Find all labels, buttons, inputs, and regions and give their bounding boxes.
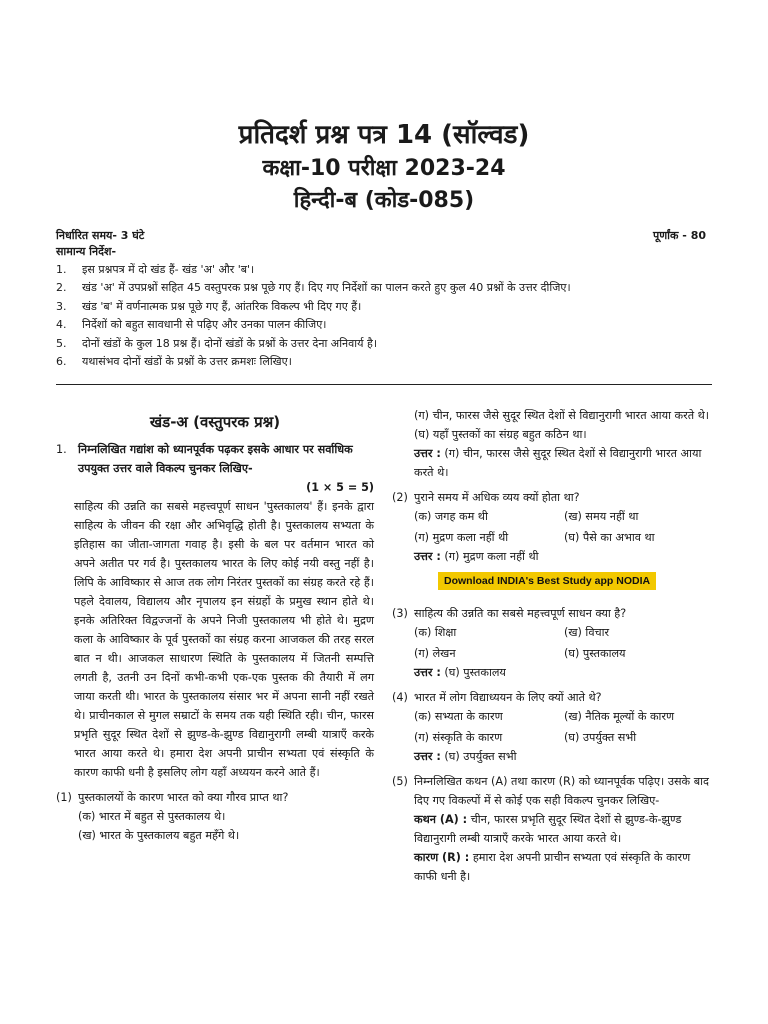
- section-title: खंड-अ (वस्तुपरक प्रश्न): [149, 413, 281, 431]
- instruction-text: दोनों खंडों के कुल 18 प्रश्न हैं। दोनों खंडों के प्रश्नों के उत्तर देना अनिवार्य है।: [82, 336, 378, 350]
- option-b: (ख) भारत के पुस्तकालय बहुत महँगे थे।: [78, 829, 240, 842]
- time-allowed: निर्धारित समय- 3 घंटे: [56, 229, 145, 242]
- paper-title: प्रतिदर्श प्रश्न पत्र 14 (सॉल्वड): [238, 120, 530, 150]
- question-text: निम्नलिखित गद्यांश को ध्यानपूर्वक पढ़कर इसके आधार पर सर्वाधिक उपयुक्त उत्तर वाले विकल्प चुनकर लिखिए-: [78, 443, 353, 475]
- option-a: (क) जगह कम थी: [414, 510, 488, 523]
- answer-1: [392, 444, 714, 482]
- option-c: (ग) चीन, फारस जैसे सुदूर स्थित देशों से विद्यानुरागी भारत आया करते थे।: [414, 409, 710, 422]
- options-grid: [392, 507, 714, 547]
- reason-text: हमारा देश अपनी प्राचीन सभ्यता एवं संस्कृति के कारण काफी धनी है।: [414, 851, 691, 883]
- sub-question-text: निम्नलिखित कथन (A) तथा कारण (R) को ध्यानपूर्वक पढ़िए। उसके बाद दिए गए विकल्पों में से कोई एक सही विकल्प चुनकर लिखिए-: [414, 775, 709, 807]
- answer-label: उत्तर :: [414, 447, 441, 460]
- option-b: (ख) नैतिक मूल्यों के कारण: [564, 710, 675, 723]
- promo-banner: Download INDIA's Best Study app NODIA: [438, 572, 656, 590]
- class-exam-line: कक्षा-10 परीक्षा 2023-24: [262, 156, 506, 181]
- instruction-item: [56, 334, 706, 353]
- sub-question-number: (5): [392, 775, 408, 788]
- section-divider: [56, 384, 712, 385]
- sub-question-2: [392, 488, 714, 507]
- answer-2: [392, 547, 714, 566]
- answer-text: (ग) मुद्रण कला नहीं थी: [444, 550, 539, 563]
- instructions-title: सामान्य निर्देश-: [56, 245, 117, 258]
- sub-question-number: (4): [392, 691, 408, 704]
- option-c: (ग) मुद्रण कला नहीं थी: [414, 531, 509, 544]
- instruction-item: [56, 353, 706, 372]
- max-marks: पूर्णांक - 80: [652, 229, 706, 242]
- answer-text: (घ) पुस्तकालय: [444, 666, 506, 679]
- option-c: (ग) संस्कृति के कारण: [414, 731, 503, 744]
- answer-text: (ग) चीन, फारस जैसे सुदूर स्थित देशों से विद्यानुरागी भारत आया करते थे।: [414, 447, 702, 479]
- answer-3: [392, 663, 714, 682]
- instruction-item: [56, 297, 706, 316]
- options-grid: [392, 623, 714, 663]
- assertion: [392, 810, 714, 848]
- instruction-text: यथासंभव दोनों खंडों के प्रश्नों के उत्तर क्रमशः लिखिए।: [82, 355, 292, 369]
- instruction-text: खंड 'ब' में वर्णनात्मक प्रश्न पूछे गए हैं, आंतरिक विकल्प भी दिए गए हैं।: [82, 299, 362, 313]
- answer-label: उत्तर :: [414, 750, 441, 763]
- sub-question-5: [392, 772, 714, 810]
- instruction-number: 1.: [56, 262, 67, 276]
- answer-4: [392, 747, 714, 766]
- sub-question-3: [392, 604, 714, 623]
- sub-question-number: (1): [56, 791, 72, 804]
- instruction-number: 4.: [56, 318, 67, 332]
- assertion-label: कथन (A) :: [414, 813, 468, 826]
- option-b: (ख) समय नहीं था: [564, 510, 639, 523]
- reading-passage: साहित्य की उन्नति का सबसे महत्त्वपूर्ण साधन 'पुस्तकालय' हैं। इनके द्वारा साहित्य के जीवन की रक्षा और अभिवृद्धि होती है। पुस्तकालय सभ्यता के इतिहास का जीता-जागता गवाह है। इसी के बल पर वर्तमान भारत को अपने अतीत पर गर्व है। पुस्तकालय भारत के लिए कोई नयी वस्तु नहीं है। लिपि के आविष्कार से आज तक लोग निरंतर पुस्तकों का संग्रह करते रहे हैं। पहले देवालय, विद्यालय और नृपालय इन संग्रहों के प्रमुख स्थान होते थे। इनके अतिरिक्त विद्वज्जनों के अपने निजी पुस्तकालय भी होते थे। मुद्रण कला के आविष्कार के पूर्व पुस्तकों का संग्रह करना आजकल की तरह सरल बात न थी। आजकल साधारण स्थिति के पुस्तकालय में जितनी सम्पत्ति लगती है, उतनी उन दिनों कभी-कभी एक-एक पुस्तक की तैयारी में लग जाया करती थी। भारत के पुस्तकालय संसार भर में अपना सानी नहीं रखते थे। प्राचीनकाल से मुगल सम्राटों के समय तक यही स्थिति रही। चीन, फारस प्रभृति सुदूर स्थित देशों से झुण्ड-के-झुण्ड विद्यानुरागी लम्बी यात्राएँ करके भारत आया करते थे। हमारा देश अपनी प्राचीन सभ्यता एवं संस्कृति के कारण काफी धनी है इसलिए लोग यहाँ अध्ययन करने आते हैं।: [74, 500, 374, 779]
- option-a: (क) शिक्षा: [414, 626, 457, 639]
- instruction-item: [56, 316, 706, 335]
- answer-label: उत्तर :: [414, 666, 441, 679]
- instruction-item: [56, 279, 706, 298]
- sub-question-text: पुराने समय में अधिक व्यय क्यों होता था?: [414, 491, 580, 504]
- sub-question-1: [56, 788, 374, 807]
- option-c: (ग) लेखन: [414, 647, 456, 660]
- option-d: (घ) पैसे का अभाव था: [564, 531, 655, 544]
- instruction-number: 3.: [56, 299, 67, 313]
- options-grid: [392, 707, 714, 747]
- reason: [392, 848, 714, 886]
- time-marks-row: [56, 228, 706, 244]
- instruction-number: 6.: [56, 355, 67, 369]
- sub-question-number: (2): [392, 491, 408, 504]
- answer-label: उत्तर :: [414, 550, 441, 563]
- instruction-number: 2.: [56, 281, 67, 295]
- general-instructions: [56, 228, 706, 371]
- option-a: (क) सभ्यता के कारण: [414, 710, 503, 723]
- sub-question-4: [392, 688, 714, 707]
- option-b: (ख) विचार: [564, 626, 610, 639]
- right-column: [392, 406, 714, 886]
- instruction-text: इस प्रश्नपत्र में दो खंड हैं- खंड 'अ' और 'ब'।: [82, 262, 255, 276]
- option-a: (क) भारत में बहुत से पुस्तकालय थे।: [78, 810, 226, 823]
- page-header: [0, 118, 768, 216]
- sub-question-text: भारत में लोग विद्याध्ययन के लिए क्यों आते थे?: [414, 691, 602, 704]
- instruction-text: खंड 'अ' में उपप्रश्नों सहित 45 वस्तुपरक प्रश्न पूछे गए हैं। दिए गए निर्देशों का पालन करते हुए कुल 40 प्रश्नों के उत्तर दीजिए।: [82, 281, 571, 295]
- instruction-number: 5.: [56, 336, 67, 350]
- option-d: (घ) यहाँ पुस्तकों का संग्रह बहुत कठिन था।: [414, 428, 587, 441]
- instruction-item: [56, 260, 706, 279]
- assertion-text: चीन, फारस प्रभृति सुदूर स्थित देशों से झुण्ड-के-झुण्ड विद्यानुरागी लम्बी यात्राएँ करके भारत आया करते थे।: [414, 813, 682, 845]
- question-marks: (1 × 5 = 5): [306, 481, 374, 494]
- option-d: (घ) उपर्युक्त सभी: [564, 731, 637, 744]
- question-1: [56, 440, 374, 478]
- reason-label: कारण (R) :: [414, 851, 470, 864]
- answer-text: (घ) उपर्युक्त सभी: [444, 750, 517, 763]
- left-column: [56, 412, 374, 845]
- question-number: 1.: [56, 443, 67, 456]
- subject-line: हिन्दी-ब (कोड-085): [293, 188, 475, 213]
- instruction-text: निर्देशों को बहुत सावधानी से पढ़िए और उनका पालन कीजिए।: [82, 318, 327, 332]
- sub-question-text: पुस्तकालयों के कारण भारत को क्या गौरव प्राप्त था?: [78, 791, 289, 804]
- sub-question-number: (3): [392, 607, 408, 620]
- option-d: (घ) पुस्तकालय: [564, 647, 626, 660]
- sub-question-text: साहित्य की उन्नति का सबसे महत्त्वपूर्ण साधन क्या है?: [414, 607, 627, 620]
